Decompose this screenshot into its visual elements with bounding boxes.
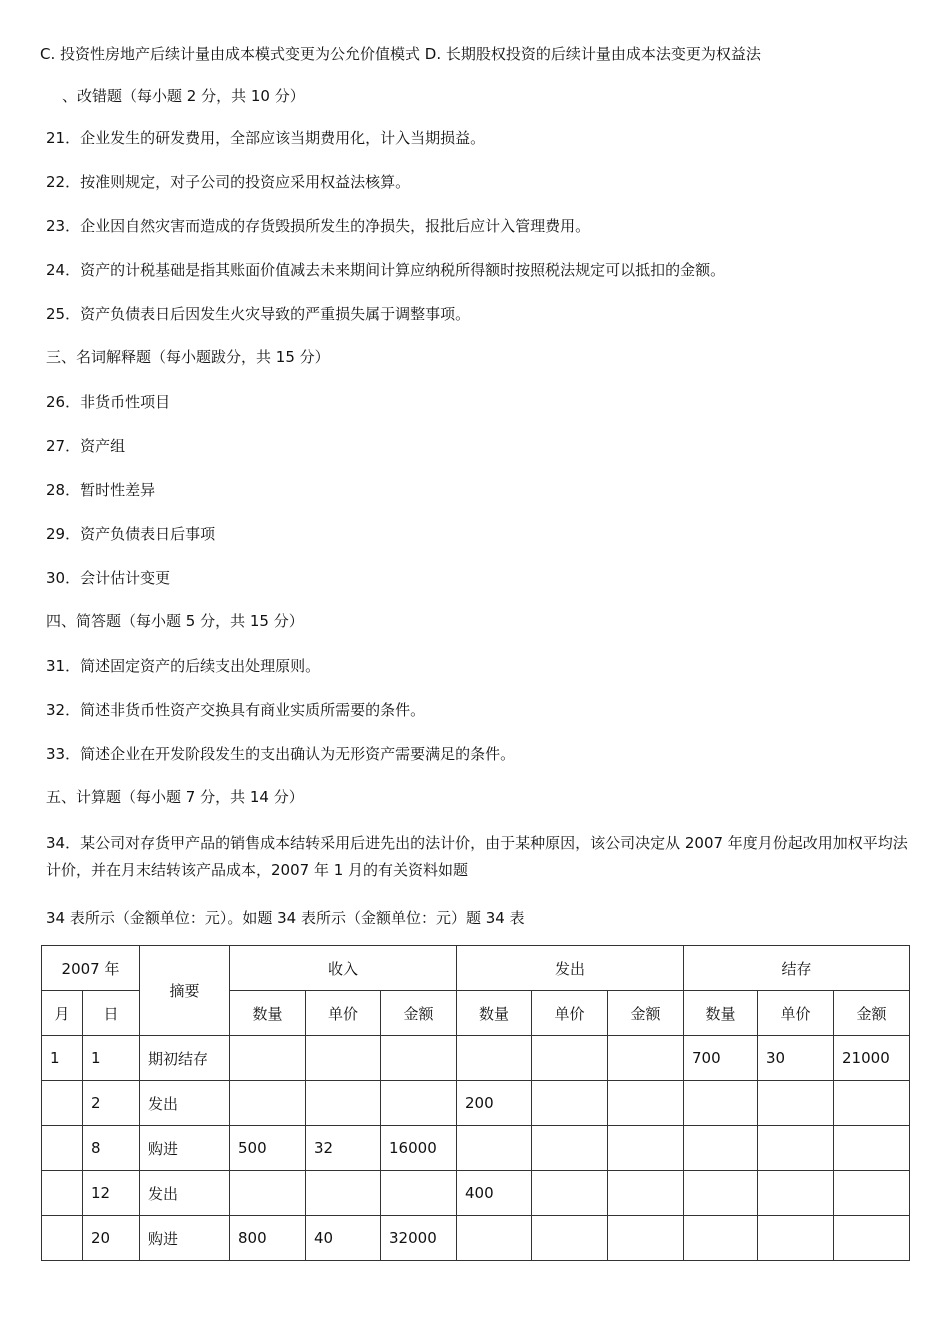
cell-in-amount: 16000 — [381, 1126, 457, 1171]
header-month: 月 — [42, 991, 83, 1036]
cell-bal-amount — [834, 1216, 910, 1261]
cell-out-price — [532, 1126, 608, 1171]
cell-in-price: 40 — [306, 1216, 381, 1261]
header-in: 收入 — [230, 946, 457, 991]
cell-out-qty — [457, 1036, 532, 1081]
page-bottom-margin — [0, 1262, 950, 1344]
question-32: 32．简述非货币性资产交换具有商业实质所需要的条件。 — [46, 701, 426, 719]
question-30: 30．会计估计变更 — [46, 569, 171, 587]
header-in-price: 单价 — [306, 991, 381, 1036]
cell-in-price — [306, 1171, 381, 1216]
question-25: 25．资产负债表日后因发生火灾导致的严重损失属于调整事项。 — [46, 305, 471, 323]
cell-in-qty: 500 — [230, 1126, 306, 1171]
cell-out-amount — [608, 1216, 684, 1261]
cell-bal-qty — [684, 1171, 758, 1216]
cell-bal-qty — [684, 1126, 758, 1171]
cell-out-amount — [608, 1081, 684, 1126]
cell-in-amount — [381, 1171, 457, 1216]
cell-desc: 发出 — [140, 1081, 230, 1126]
cell-in-price — [306, 1081, 381, 1126]
cell-bal-price — [758, 1171, 834, 1216]
cell-in-price — [306, 1036, 381, 1081]
cell-out-price — [532, 1036, 608, 1081]
question-33: 33．简述企业在开发阶段发生的支出确认为无形资产需要满足的条件。 — [46, 745, 516, 763]
question-22: 22．按准则规定，对子公司的投资应采用权益法核算。 — [46, 173, 411, 191]
cell-out-qty: 200 — [457, 1081, 532, 1126]
cell-month: 1 — [42, 1036, 83, 1081]
cell-desc: 期初结存 — [140, 1036, 230, 1081]
question-26: 26．非货币性项目 — [46, 393, 171, 411]
cell-in-amount — [381, 1036, 457, 1081]
cell-bal-price — [758, 1081, 834, 1126]
question-27: 27．资产组 — [46, 437, 126, 455]
question-34-text: 34．某公司对存货甲产品的销售成本结转采用后进先出的法计价，由于某种原因，该公司决定从 2007 年度月份起改用加权平均法计价，并在月末结转该产品成本，2007 年 1 月的有关资料如题 — [46, 834, 908, 879]
cell-month — [42, 1171, 83, 1216]
cell-bal-price: 30 — [758, 1036, 834, 1081]
cell-out-amount — [608, 1171, 684, 1216]
question-21: 21．企业发生的研发费用，全部应该当期费用化，计入当期损益。 — [46, 129, 486, 147]
cell-out-amount — [608, 1036, 684, 1081]
header-out-qty: 数量 — [457, 991, 532, 1036]
header-bal-price: 单价 — [758, 991, 834, 1036]
cell-month — [42, 1081, 83, 1126]
cell-in-qty: 800 — [230, 1216, 306, 1261]
cell-in-qty — [230, 1171, 306, 1216]
cell-in-amount: 32000 — [381, 1216, 457, 1261]
header-out-amount: 金额 — [608, 991, 684, 1036]
table-row — [42, 1216, 910, 1261]
question-29: 29．资产负债表日后事项 — [46, 525, 216, 543]
cell-in-qty — [230, 1036, 306, 1081]
cell-desc: 购进 — [140, 1126, 230, 1171]
cell-day: 2 — [83, 1081, 140, 1126]
section-short-answer-heading: 四、简答题（每小题 5 分，共 15 分） — [46, 612, 304, 630]
cell-bal-amount — [834, 1126, 910, 1171]
table-row — [42, 1036, 910, 1081]
table-row — [42, 1081, 910, 1126]
cell-bal-qty: 700 — [684, 1036, 758, 1081]
header-balance: 结存 — [684, 946, 910, 991]
cell-desc: 购进 — [140, 1216, 230, 1261]
cell-month — [42, 1216, 83, 1261]
cell-in-qty — [230, 1081, 306, 1126]
header-in-qty: 数量 — [230, 991, 306, 1036]
header-year: 2007 年 — [42, 946, 140, 991]
cell-day: 20 — [83, 1216, 140, 1261]
section-terms-heading: 三、名词解释题（每小题跋分，共 15 分） — [46, 348, 330, 366]
section-correction-heading: 、改错题（每小题 2 分，共 10 分） — [62, 87, 305, 105]
header-summary: 摘要 — [140, 946, 230, 1036]
section-calculation-heading: 五、计算题（每小题 7 分，共 14 分） — [46, 788, 304, 806]
cell-out-qty: 400 — [457, 1171, 532, 1216]
cell-out-price — [532, 1216, 608, 1261]
question-28: 28．暂时性差异 — [46, 481, 156, 499]
option-cd-line: C. 投资性房地产后续计量由成本模式变更为公允价值模式 D. 长期股权投资的后续计量由成本法变更为权益法 — [40, 45, 761, 63]
header-out-price: 单价 — [532, 991, 608, 1036]
header-bal-amount: 金额 — [834, 991, 910, 1036]
header-in-amount: 金额 — [381, 991, 457, 1036]
cell-bal-price — [758, 1216, 834, 1261]
cell-bal-amount: 21000 — [834, 1036, 910, 1081]
cell-out-price — [532, 1171, 608, 1216]
cell-bal-amount — [834, 1081, 910, 1126]
table-row — [42, 1126, 910, 1171]
table-row — [42, 1171, 910, 1216]
cell-day: 8 — [83, 1126, 140, 1171]
cell-out-qty — [457, 1126, 532, 1171]
header-out: 发出 — [457, 946, 684, 991]
cell-month — [42, 1126, 83, 1171]
cell-out-amount — [608, 1126, 684, 1171]
cell-bal-price — [758, 1126, 834, 1171]
cell-in-amount — [381, 1081, 457, 1126]
question-23: 23．企业因自然灾害而造成的存货毁损所发生的净损失，报批后应计入管理费用。 — [46, 217, 591, 235]
cell-day: 12 — [83, 1171, 140, 1216]
cell-bal-qty — [684, 1216, 758, 1261]
inventory-table — [41, 945, 910, 1261]
cell-day: 1 — [83, 1036, 140, 1081]
cell-desc: 发出 — [140, 1171, 230, 1216]
cell-bal-amount — [834, 1171, 910, 1216]
cell-out-price — [532, 1081, 608, 1126]
question-24: 24．资产的计税基础是指其账面价值减去未来期间计算应纳税所得额时按照税法规定可以抵扣的金额。 — [46, 261, 726, 279]
header-day: 日 — [83, 991, 140, 1036]
cell-bal-qty — [684, 1081, 758, 1126]
table-34-caption: 34 表所示（金额单位：元）。如题 34 表所示（金额单位：元）题 34 表 — [46, 909, 525, 927]
header-bal-qty: 数量 — [684, 991, 758, 1036]
cell-in-price: 32 — [306, 1126, 381, 1171]
cell-out-qty — [457, 1216, 532, 1261]
question-31: 31．简述固定资产的后续支出处理原则。 — [46, 657, 321, 675]
